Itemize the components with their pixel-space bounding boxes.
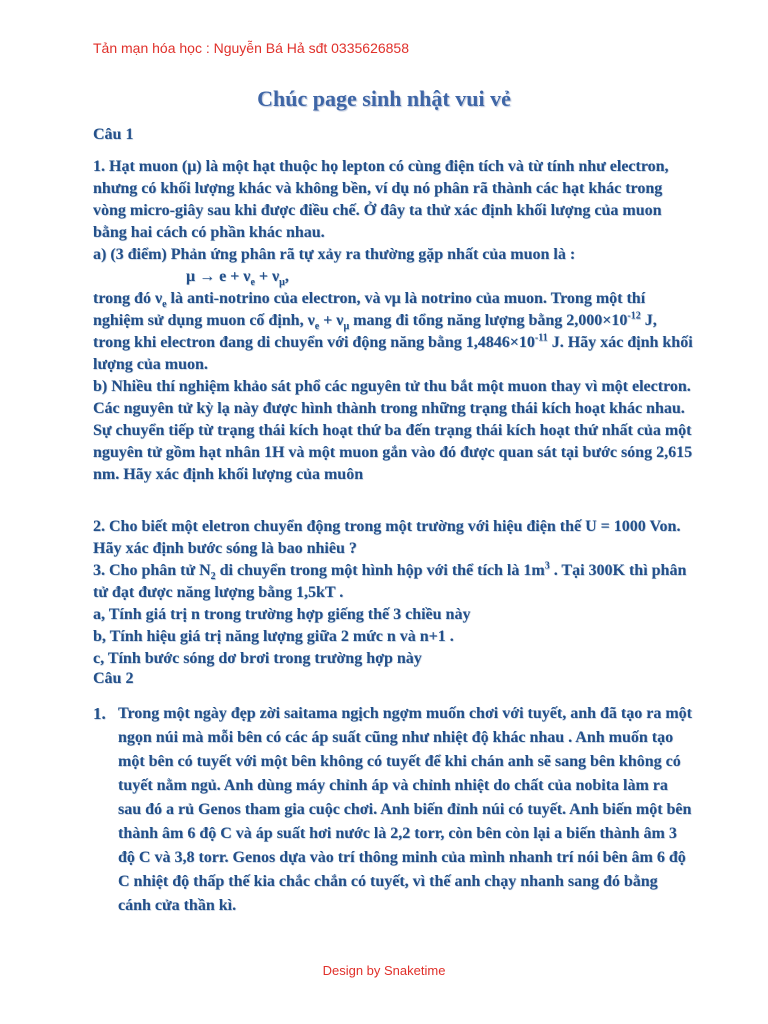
footer-credit: Design by Snaketime bbox=[322, 963, 446, 978]
q1-paragraph-3c: c, Tính bước sóng dơ brơi trong trường hợp này bbox=[93, 650, 422, 667]
q1-part-b: b) Nhiều thí nghiệm khảo sát phổ các nguyên tử thu bắt một muon thay vì một electron. Các nguyên tử kỳ lạ này được hình thành trong những trạng thái kích hoạt khác nhau. Sự chuyển tiếp từ trạng thái kích hoạt thứ ba đến trạng thái kích hoạt thứ nhất của một nguyên tử gồm hạt nhân 1H và một muon gắn vào đó được quan sát tại bước sóng 2,615 nm. Hãy xác định khối lượng của muôn bbox=[93, 378, 693, 483]
q1-paragraph-intro: 1. Hạt muon (μ) là một hạt thuộc họ lepton có cùng điện tích và từ tính như electron, nhưng có khối lượng khác và không bền, ví dụ nó phân rã thành các hạt khác trong vòng micro-giây sau khi được điều chế. Ở đây ta thử xác định khối lượng của muon bằng hai cách có phần khác nhau. bbox=[93, 158, 669, 241]
page-title: Chúc page sinh nhật vui vẻ bbox=[257, 86, 511, 111]
q2-item bbox=[93, 702, 693, 918]
question-1-heading: Câu 1 bbox=[93, 126, 134, 143]
q1-paragraph-3a: a, Tính giá trị n trong trường hợp giếng thế 3 chiều này bbox=[93, 606, 471, 623]
q2-item-number: 1. bbox=[93, 704, 106, 723]
q2-item-text: Trong một ngày đẹp zời saitama ngịch ngợm muốn chơi với tuyết, anh đã tạo ra một ngọn núi mà mỗi bên có các áp suất cũng như nhiệt độ khác nhau . Anh muốn tạo một bên có tuyết với một bên không có tuyết để khi chán anh sẽ sang bên không có tuyết nằm ngủ. Anh dùng máy chỉnh áp và chỉnh nhiệt do chất của nobita làm ra sau đó a rủ Genos tham gia cuộc chơi. Anh biến đỉnh núi có tuyết. Anh biến một bên thành âm 6 độ C và áp suất hơi nước là 2,2 torr, còn bên còn lại a biến thành âm 3 độ C và 3,8 torr. Genos dựa vào trí thông minh của mình nhanh trí nói bên âm 6 độ C nhiệt độ thấp thế kia chắc chắn có tuyết, vì thế anh chạy nhanh sang đó bằng cánh cửa thần kì. bbox=[118, 705, 692, 914]
q1-part-a-intro: a) (3 điểm) Phản ứng phân rã tự xảy ra thường gặp nhất của muon là : bbox=[93, 246, 576, 263]
header-note: Tản mạn hóa học : Nguyễn Bá Hả sđt 0335626858 bbox=[93, 40, 409, 56]
question-1-continued bbox=[93, 516, 693, 670]
question-1-body bbox=[93, 156, 693, 486]
question-2-heading: Câu 2 bbox=[93, 670, 134, 687]
question-2-body bbox=[93, 702, 693, 918]
q1-paragraph-3b: b, Tính hiệu giá trị năng lượng giữa 2 mức n và n+1 . bbox=[93, 628, 454, 645]
q1-part-a-body: trong đó $\nu_e$ là anti-notrino của electron, và νμ là notrino của muon. Trong một thí nghiệm sử dụng muon cố định, $\nu_e + \nu_\mu$ mang đi tổng năng lượng bằng $2,000\times 10^{-12}$ J, trong khi electron đang di chuyển với động năng bằng $1,4846\times 10^{-11}$ J. Hãy xác định khối lượng của muon. bbox=[93, 290, 693, 373]
q1-reaction-equation: $\mu \to e + \nu_e + \nu_\mu$, bbox=[186, 268, 289, 289]
q1-paragraph-2: 2. Cho biết một eletron chuyển động trong một trường với hiệu điện thế U = 1000 Von. Hãy xác định bước sóng là bao nhiêu ? bbox=[93, 518, 681, 557]
q1-paragraph-3: 3. Cho phân tử $N_2$ di chuyển trong một hình hộp với thể tích là $1m^3$ . Tại 300K thì phân tử đạt được năng lượng bằng 1,5kT . bbox=[93, 560, 687, 601]
